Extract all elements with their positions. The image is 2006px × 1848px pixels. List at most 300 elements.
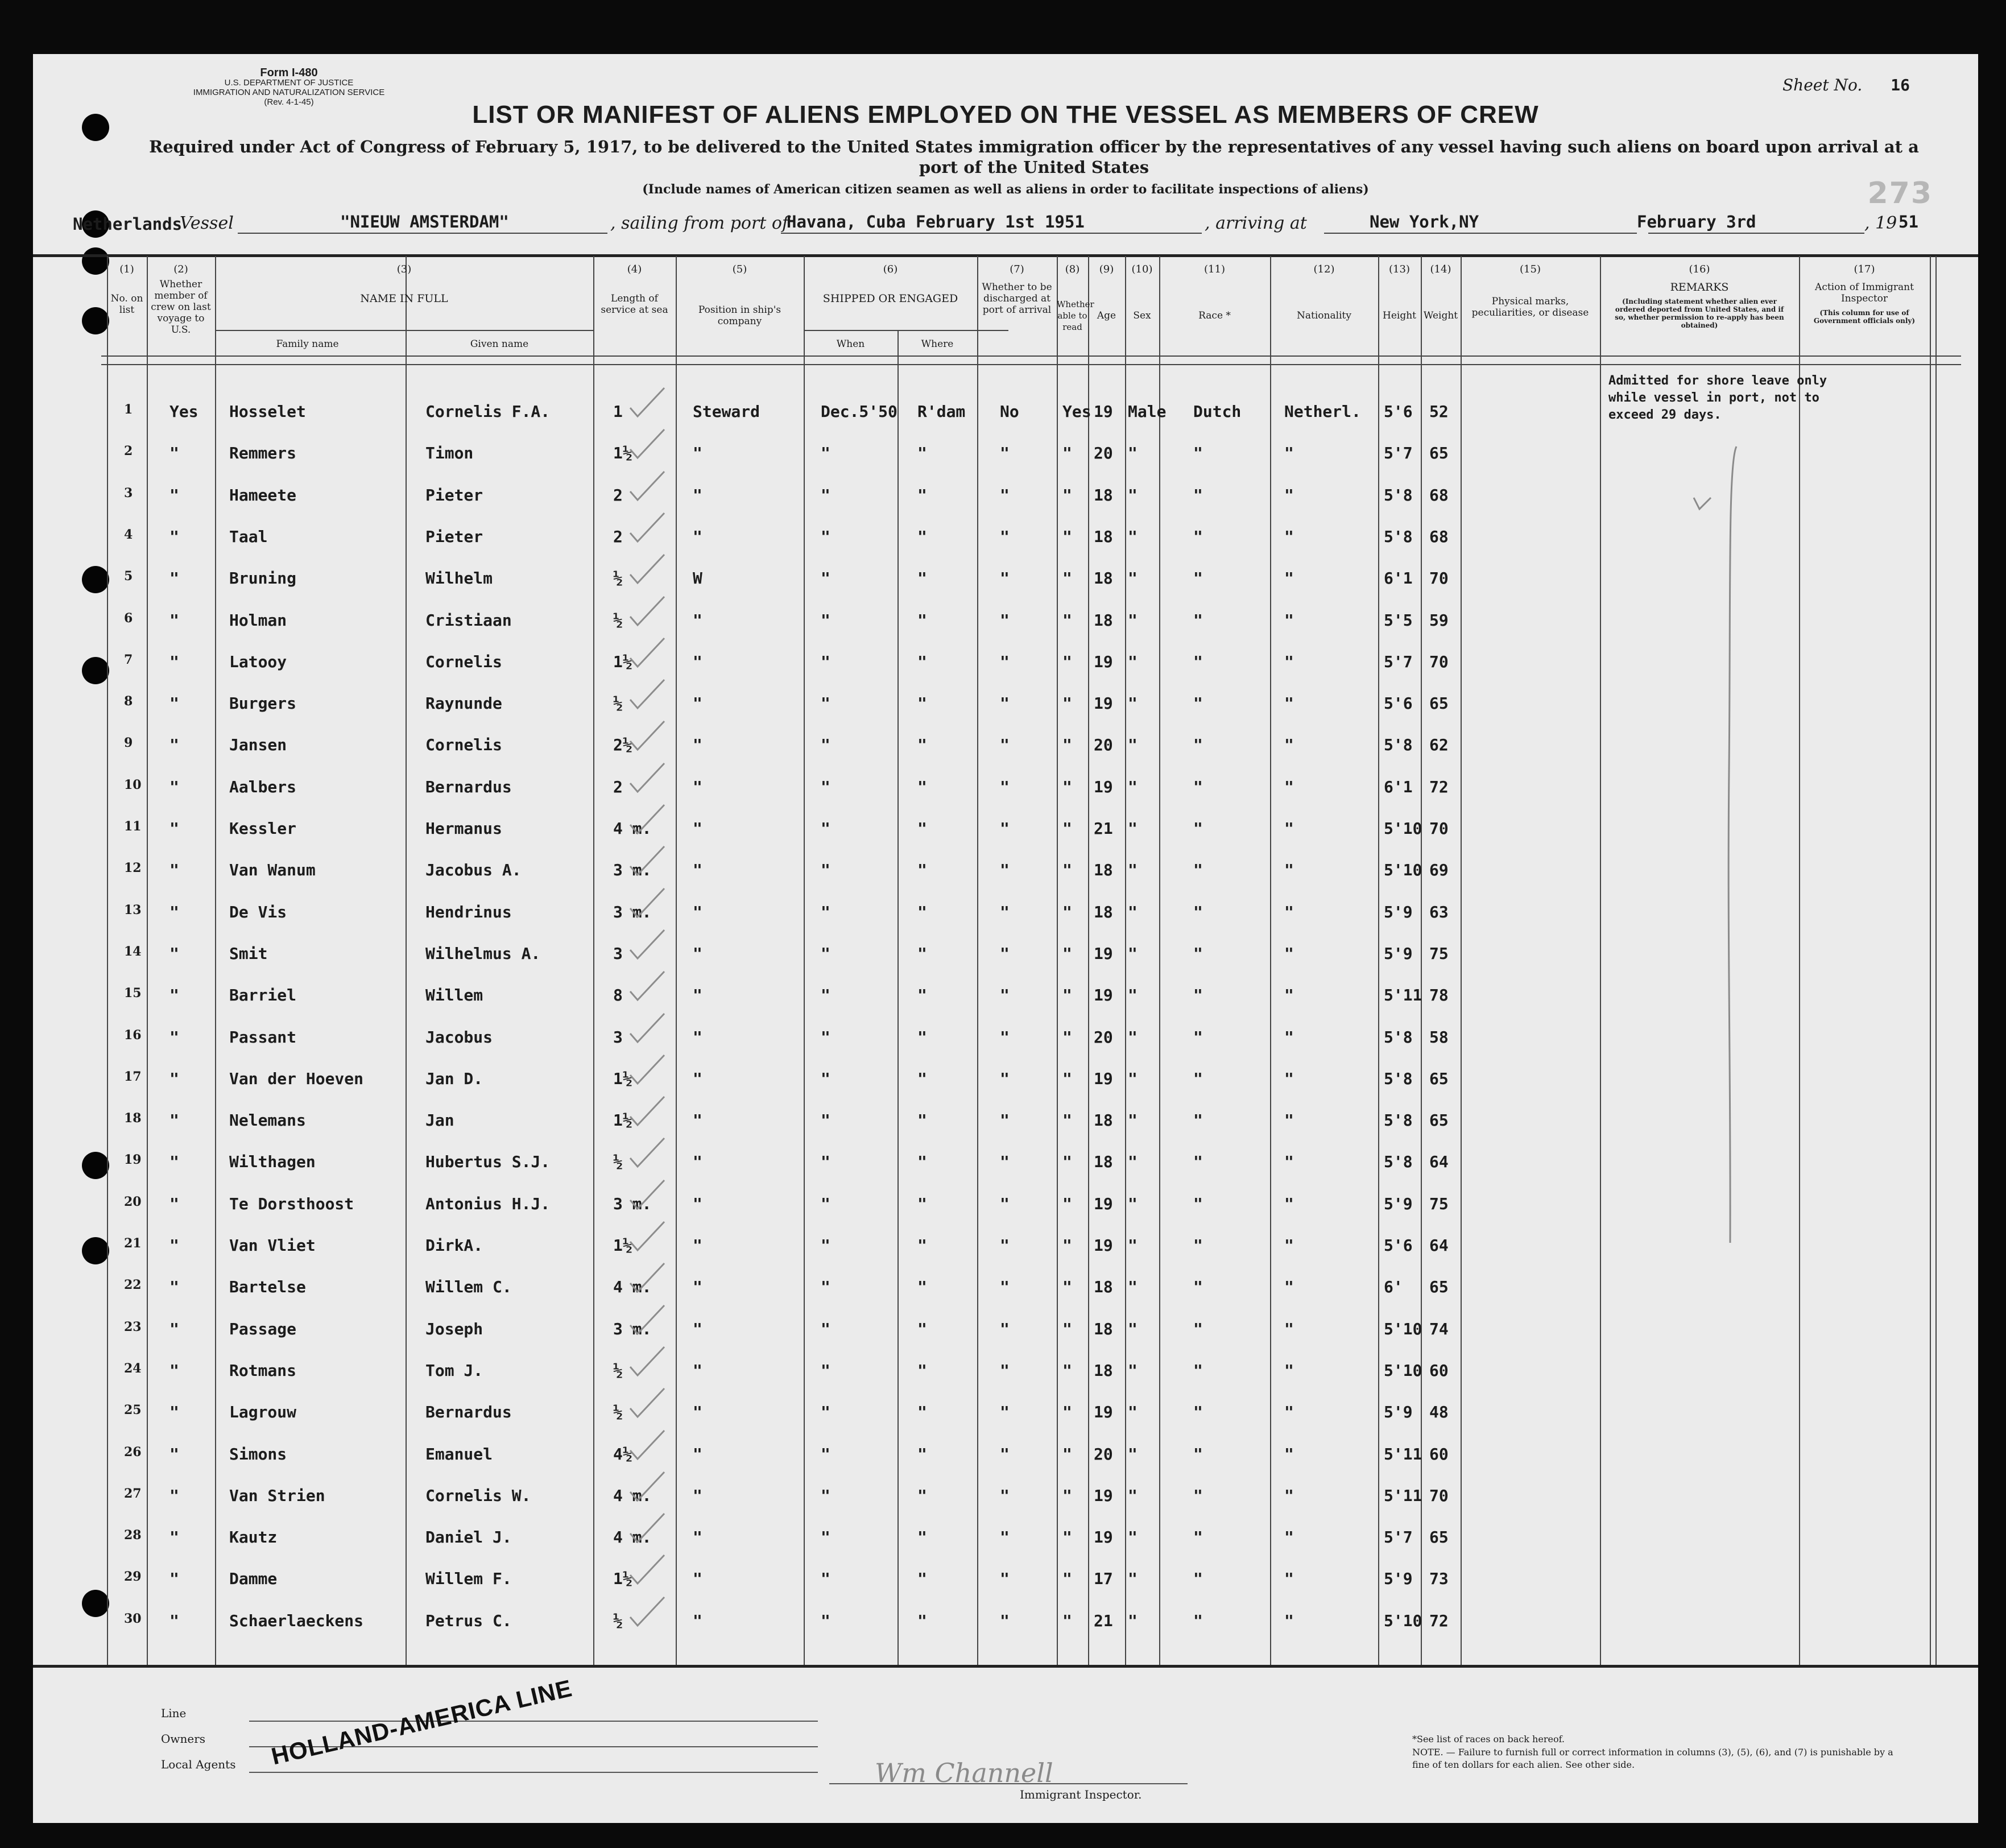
- sheet-number: [1782, 76, 1910, 94]
- given-name-cell: Willem: [425, 986, 483, 1004]
- header-inspector-action: Action of Immigrant Inspector: [1815, 282, 1914, 304]
- race-cell: ": [1193, 778, 1203, 796]
- position-cell: ": [693, 611, 702, 630]
- weight-cell: 70: [1429, 652, 1449, 671]
- weight-cell: 73: [1429, 1569, 1449, 1588]
- age-cell: 18: [1094, 903, 1113, 921]
- check-mark-icon: [627, 760, 667, 795]
- nationality-cell: ": [1284, 611, 1294, 630]
- height-cell: 5'7: [1384, 652, 1413, 671]
- shipped-when-cell: ": [821, 1152, 830, 1171]
- discharged-cell: ": [1000, 778, 1010, 796]
- page-stamp: 273: [1867, 176, 1933, 210]
- check-mark-icon: [627, 1011, 667, 1045]
- row-number: 1: [124, 402, 133, 417]
- sex-cell: ": [1128, 569, 1138, 588]
- nationality-cell: ": [1284, 1236, 1294, 1255]
- check-mark-icon: [627, 677, 667, 711]
- last-voyage-cell: ": [169, 819, 179, 838]
- race-cell: ": [1193, 1028, 1203, 1047]
- nationality-cell: ": [1284, 652, 1294, 671]
- sex-cell: ": [1128, 486, 1138, 505]
- shipped-when-cell: ": [821, 1069, 830, 1088]
- table-row: [33, 1069, 1978, 1092]
- table-row: [33, 1486, 1978, 1509]
- sex-cell: ": [1128, 1320, 1138, 1338]
- last-voyage-cell: ": [169, 1361, 179, 1380]
- discharged-cell: ": [1000, 861, 1010, 879]
- able-to-read-cell: ": [1062, 694, 1072, 713]
- shipped-when-cell: ": [821, 778, 830, 796]
- height-cell: 5'6: [1384, 1236, 1413, 1255]
- check-mark-icon: [627, 1177, 667, 1212]
- shipped-where-cell: ": [917, 778, 927, 796]
- discharged-cell: ": [1000, 569, 1010, 588]
- age-cell: 18: [1094, 861, 1113, 879]
- name-sub-rule: [215, 330, 593, 331]
- shipped-where-cell: ": [917, 1486, 927, 1505]
- row-number: 11: [124, 819, 142, 834]
- last-voyage-cell: ": [169, 1445, 179, 1463]
- able-to-read-cell: ": [1062, 1028, 1072, 1047]
- discharged-cell: ": [1000, 1445, 1010, 1463]
- position-cell: ": [693, 778, 702, 796]
- race-cell: ": [1193, 611, 1203, 630]
- binder-hole: [82, 247, 109, 275]
- discharged-cell: ": [1000, 1361, 1010, 1380]
- family-name-cell: Aalbers: [229, 778, 297, 796]
- colnum-11: (11): [1204, 263, 1225, 275]
- check-mark-icon: [627, 552, 667, 586]
- weight-cell: 75: [1429, 944, 1449, 963]
- header-physical-marks: Physical marks, peculiarities, or disease: [1471, 296, 1589, 319]
- weight-cell: 68: [1429, 527, 1449, 546]
- shipped-where-cell: ": [917, 1028, 927, 1047]
- race-cell: ": [1193, 1445, 1203, 1463]
- nationality-cell: ": [1284, 1069, 1294, 1088]
- check-mark-icon: [627, 1344, 667, 1378]
- table-row: [33, 1320, 1978, 1342]
- weight-cell: 63: [1429, 903, 1449, 921]
- service-length-cell: 3 m.: [613, 903, 652, 921]
- holland-america-stamp: HOLLAND-AMERICA LINE: [268, 1674, 575, 1770]
- sex-cell: ": [1128, 1111, 1138, 1130]
- race-cell: ": [1193, 1278, 1203, 1296]
- row-number: 28: [124, 1528, 142, 1543]
- shipped-where-cell: ": [917, 444, 927, 462]
- nationality-cell: ": [1284, 903, 1294, 921]
- family-name-cell: Passant: [229, 1028, 297, 1047]
- position-cell: Steward: [693, 402, 760, 421]
- given-name-cell: Tom J.: [425, 1361, 483, 1380]
- row-number: 22: [124, 1278, 142, 1292]
- able-to-read-cell: ": [1062, 861, 1072, 879]
- shipped-when-cell: ": [821, 1569, 830, 1588]
- race-cell: ": [1193, 903, 1203, 921]
- able-to-read-cell: ": [1062, 569, 1072, 588]
- age-cell: 18: [1094, 1361, 1113, 1380]
- weight-cell: 69: [1429, 861, 1449, 879]
- age-cell: 19: [1094, 1194, 1113, 1213]
- position-cell: ": [693, 1611, 702, 1630]
- discharged-cell: ": [1000, 652, 1010, 671]
- age-cell: 19: [1094, 1403, 1113, 1421]
- given-name-cell: Cristiaan: [425, 611, 512, 630]
- shipped-when-cell: ": [821, 652, 830, 671]
- race-cell: ": [1193, 1111, 1203, 1130]
- header-shipped-where: Where: [921, 338, 954, 350]
- header-height: Height: [1383, 310, 1416, 321]
- race-cell: ": [1193, 944, 1203, 963]
- shipped-where-cell: ": [917, 1278, 927, 1296]
- position-cell: ": [693, 1361, 702, 1380]
- age-cell: 18: [1094, 1111, 1113, 1130]
- colnum-13: (13): [1389, 263, 1410, 275]
- table-row: [33, 986, 1978, 1008]
- vessel-name: "NIEUW AMSTERDAM": [340, 212, 509, 231]
- position-cell: ": [693, 444, 702, 462]
- arrival-date: February 3rd: [1637, 212, 1756, 231]
- weight-cell: 65: [1429, 1278, 1449, 1296]
- last-voyage-cell: ": [169, 944, 179, 963]
- service-length-cell: 3: [613, 944, 623, 963]
- able-to-read-cell: ": [1062, 652, 1072, 671]
- shipped-when-cell: ": [821, 1445, 830, 1463]
- age-cell: 19: [1094, 944, 1113, 963]
- age-cell: 19: [1094, 652, 1113, 671]
- age-cell: 19: [1094, 778, 1113, 796]
- sex-cell: ": [1128, 694, 1138, 713]
- able-to-read-cell: ": [1062, 944, 1072, 963]
- header-position: Position in ship's company: [698, 304, 781, 327]
- able-to-read-cell: ": [1062, 903, 1072, 921]
- service-length-cell: 1½: [613, 1236, 632, 1255]
- family-name-cell: Schaerlaeckens: [229, 1611, 364, 1630]
- race-cell: ": [1193, 694, 1203, 713]
- sex-cell: ": [1128, 527, 1138, 546]
- table-row: [33, 611, 1978, 634]
- position-cell: ": [693, 486, 702, 505]
- shipped-where-cell: ": [917, 652, 927, 671]
- position-cell: ": [693, 652, 702, 671]
- date-underline: [1648, 233, 1864, 234]
- signature-rule: [829, 1783, 1188, 1784]
- race-cell: ": [1193, 735, 1203, 754]
- manifest-sheet: [33, 54, 1978, 1823]
- service-length-cell: ½: [613, 1611, 623, 1630]
- service-length-cell: ½: [613, 569, 623, 588]
- position-cell: W: [693, 569, 702, 588]
- check-mark-icon: [627, 427, 667, 461]
- service-length-cell: ½: [613, 1361, 623, 1380]
- nationality-cell: ": [1284, 1320, 1294, 1338]
- discharged-cell: ": [1000, 944, 1010, 963]
- race-cell: ": [1193, 861, 1203, 879]
- height-cell: 5'8: [1384, 527, 1413, 546]
- height-cell: 6'1: [1384, 569, 1413, 588]
- discharged-cell: ": [1000, 1528, 1010, 1547]
- weight-cell: 65: [1429, 1528, 1449, 1547]
- table-row: [33, 778, 1978, 800]
- last-voyage-cell: ": [169, 1152, 179, 1171]
- sex-cell: ": [1128, 778, 1138, 796]
- table-row: [33, 1236, 1978, 1259]
- height-cell: 5'11: [1384, 1486, 1422, 1505]
- header-remarks: REMARKS: [1670, 281, 1729, 293]
- sex-cell: ": [1128, 1528, 1138, 1547]
- colnum-3: (3): [396, 263, 412, 275]
- last-voyage-cell: ": [169, 1236, 179, 1255]
- family-name-cell: Smit: [229, 944, 268, 963]
- row-number: 14: [124, 944, 142, 959]
- weight-cell: 70: [1429, 1486, 1449, 1505]
- age-cell: 21: [1094, 1611, 1113, 1630]
- row-number: 19: [124, 1152, 142, 1167]
- shipped-when-cell: ": [821, 1403, 830, 1421]
- sailing-label: , sailing from port of: [610, 213, 789, 233]
- discharged-cell: ": [1000, 1111, 1010, 1130]
- shipped-when-cell: ": [821, 1194, 830, 1213]
- given-name-cell: Willem F.: [425, 1569, 512, 1588]
- discharged-cell: ": [1000, 1278, 1010, 1296]
- weight-cell: 75: [1429, 1194, 1449, 1213]
- sex-cell: ": [1128, 903, 1138, 921]
- nationality-cell: ": [1284, 986, 1294, 1004]
- shipped-when-cell: ": [821, 1236, 830, 1255]
- given-name-cell: Hubertus S.J.: [425, 1152, 551, 1171]
- shipped-when-cell: ": [821, 527, 830, 546]
- service-length-cell: 4½: [613, 1445, 632, 1463]
- age-cell: 18: [1094, 1320, 1113, 1338]
- last-voyage-cell: ": [169, 986, 179, 1004]
- shipped-when-cell: ": [821, 611, 830, 630]
- family-name-cell: Remmers: [229, 444, 297, 462]
- table-row: [33, 1361, 1978, 1384]
- nationality-cell: ": [1284, 944, 1294, 963]
- row-number: 7: [124, 652, 133, 667]
- height-cell: 5'8: [1384, 735, 1413, 754]
- last-voyage-cell: ": [169, 861, 179, 879]
- race-cell: ": [1193, 819, 1203, 838]
- last-voyage-cell: ": [169, 1069, 179, 1088]
- age-cell: 18: [1094, 611, 1113, 630]
- weight-cell: 74: [1429, 1320, 1449, 1338]
- table-row: [33, 1403, 1978, 1425]
- table-top-rule: [33, 254, 1978, 257]
- check-mark-icon: [627, 1511, 667, 1545]
- service-length-cell: 3 m.: [613, 1320, 652, 1338]
- nationality-cell: ": [1284, 444, 1294, 462]
- height-cell: 5'9: [1384, 944, 1413, 963]
- row-number: 23: [124, 1320, 142, 1334]
- colnum-9: (9): [1099, 263, 1114, 275]
- height-cell: 5'5: [1384, 611, 1413, 630]
- discharged-cell: ": [1000, 1486, 1010, 1505]
- able-to-read-cell: ": [1062, 1528, 1072, 1547]
- row-number: 12: [124, 861, 142, 875]
- header-shipped-engaged: SHIPPED OR ENGAGED: [822, 292, 958, 305]
- position-cell: ": [693, 1069, 702, 1088]
- row-number: 21: [124, 1236, 142, 1251]
- sex-cell: ": [1128, 1028, 1138, 1047]
- position-cell: ": [693, 1152, 702, 1171]
- race-cell: ": [1193, 1486, 1203, 1505]
- check-mark-icon: [627, 1094, 667, 1128]
- sex-cell: ": [1128, 944, 1138, 963]
- footer-line-rule: [249, 1721, 818, 1722]
- position-cell: ": [693, 694, 702, 713]
- position-cell: ": [693, 986, 702, 1004]
- colnum-14: (14): [1430, 263, 1451, 275]
- shipped-when-cell: ": [821, 1278, 830, 1296]
- position-cell: ": [693, 1528, 702, 1547]
- weight-cell: 59: [1429, 611, 1449, 630]
- height-cell: 5'10: [1384, 861, 1422, 879]
- shipped-where-cell: ": [917, 1528, 927, 1547]
- discharged-cell: ": [1000, 903, 1010, 921]
- row-number: 6: [124, 611, 133, 626]
- height-cell: 5'6: [1384, 694, 1413, 713]
- last-voyage-cell: ": [169, 527, 179, 546]
- height-cell: 5'9: [1384, 903, 1413, 921]
- nationality-cell: ": [1284, 527, 1294, 546]
- family-name-cell: Bruning: [229, 569, 297, 588]
- sex-cell: ": [1128, 1611, 1138, 1630]
- colnum-16: (16): [1689, 263, 1710, 275]
- service-length-cell: 1½: [613, 1069, 632, 1088]
- weight-cell: 62: [1429, 735, 1449, 754]
- table-row: [33, 1194, 1978, 1217]
- given-name-cell: Wilhelmus A.: [425, 944, 541, 963]
- sex-cell: ": [1128, 1486, 1138, 1505]
- discharged-cell: ": [1000, 611, 1010, 630]
- nationality-cell: ": [1284, 1028, 1294, 1047]
- sex-cell: ": [1128, 735, 1138, 754]
- shipped-where-cell: ": [917, 903, 927, 921]
- document-subtitle: Required under Act of Congress of February 5, 1917, to be delivered to the United States immigration officer by the representatives of any vessel having such aliens on board upon arrival at a port of the United States: [149, 137, 1919, 177]
- family-name-cell: Rotmans: [229, 1361, 297, 1380]
- able-to-read-cell: ": [1062, 1236, 1072, 1255]
- nationality-cell: Netherl.: [1284, 402, 1361, 421]
- nationality-cell: ": [1284, 819, 1294, 838]
- nationality-cell: ": [1284, 1152, 1294, 1171]
- table-row: [33, 444, 1978, 466]
- age-cell: 20: [1094, 735, 1113, 754]
- check-mark-icon: [627, 1428, 667, 1462]
- shipped-where-cell: ": [917, 569, 927, 588]
- able-to-read-cell: ": [1062, 1445, 1072, 1463]
- able-to-read-cell: ": [1062, 819, 1072, 838]
- service-length-cell: 4 m.: [613, 1278, 652, 1296]
- vessel-line: [73, 212, 1927, 235]
- able-to-read-cell: ": [1062, 1069, 1072, 1088]
- shipped-when-cell: ": [821, 444, 830, 462]
- sheet-number-value: 16: [1891, 76, 1910, 94]
- position-cell: ": [693, 1445, 702, 1463]
- table-row: [33, 1611, 1978, 1634]
- weight-cell: 65: [1429, 1069, 1449, 1088]
- given-name-cell: Petrus C.: [425, 1611, 512, 1630]
- shipped-where-cell: ": [917, 986, 927, 1004]
- discharged-cell: ": [1000, 1194, 1010, 1213]
- able-to-read-cell: ": [1062, 1361, 1072, 1380]
- nationality-cell: ": [1284, 486, 1294, 505]
- sex-cell: ": [1128, 986, 1138, 1004]
- shipped-when-cell: Dec.5'50: [821, 402, 897, 421]
- row-number: 9: [124, 735, 133, 750]
- weight-cell: 64: [1429, 1152, 1449, 1171]
- shipped-when-cell: ": [821, 694, 830, 713]
- family-name-cell: Holman: [229, 611, 287, 630]
- discharged-cell: ": [1000, 1152, 1010, 1171]
- binder-hole: [82, 307, 109, 334]
- shipped-where-cell: ": [917, 1111, 927, 1130]
- table-row: [33, 1528, 1978, 1551]
- table-row: [33, 735, 1978, 758]
- row-number: 2: [124, 444, 133, 458]
- sex-cell: ": [1128, 1069, 1138, 1088]
- family-name-cell: Taal: [229, 527, 268, 546]
- height-cell: 5'10: [1384, 1320, 1422, 1338]
- row-number: 30: [124, 1611, 142, 1626]
- position-cell: ": [693, 1486, 702, 1505]
- able-to-read-cell: ": [1062, 778, 1072, 796]
- nationality-cell: ": [1284, 694, 1294, 713]
- family-name-cell: Van der Hoeven: [229, 1069, 364, 1088]
- race-cell: ": [1193, 1320, 1203, 1338]
- header-name-in-full: NAME IN FULL: [360, 292, 448, 305]
- last-voyage-cell: ": [169, 1028, 179, 1047]
- service-length-cell: 1½: [613, 444, 632, 462]
- sex-cell: ": [1128, 819, 1138, 838]
- family-name-cell: Te Dorsthoost: [229, 1194, 354, 1213]
- able-to-read-cell: ": [1062, 1403, 1072, 1421]
- check-mark-icon: [627, 844, 667, 878]
- discharged-cell: ": [1000, 444, 1010, 462]
- height-cell: 5'10: [1384, 1611, 1422, 1630]
- given-name-cell: Cornelis F.A.: [425, 402, 551, 421]
- given-name-cell: Willem C.: [425, 1278, 512, 1296]
- height-cell: 5'8: [1384, 486, 1413, 505]
- check-mark-icon: [627, 635, 667, 669]
- position-cell: ": [693, 1320, 702, 1338]
- sex-cell: ": [1128, 652, 1138, 671]
- document-title: LIST OR MANIFEST OF ALIENS EMPLOYED ON THE VESSEL AS MEMBERS OF CREW: [472, 101, 1539, 129]
- row-number: 5: [124, 569, 133, 584]
- nationality-cell: ": [1284, 1528, 1294, 1547]
- position-cell: ": [693, 1403, 702, 1421]
- height-cell: 5'7: [1384, 1528, 1413, 1547]
- colnum-6: (6): [883, 263, 898, 275]
- table-row: [33, 1028, 1978, 1051]
- height-cell: 5'8: [1384, 1152, 1413, 1171]
- age-cell: 20: [1094, 1028, 1113, 1047]
- height-cell: 5'10: [1384, 1361, 1422, 1380]
- weight-cell: 70: [1429, 819, 1449, 838]
- header-inspector-note: (This column for use of Government officials only): [1813, 309, 1916, 325]
- last-voyage-cell: Yes: [169, 402, 198, 421]
- colnum-12: (12): [1313, 263, 1335, 275]
- race-cell: Dutch: [1193, 402, 1242, 421]
- shipped-when-cell: ": [821, 486, 830, 505]
- header-weight: Weight: [1423, 310, 1458, 321]
- check-mark-icon: [627, 718, 667, 753]
- able-to-read-cell: ": [1062, 1320, 1072, 1338]
- last-voyage-cell: ": [169, 1486, 179, 1505]
- shipped-where-cell: ": [917, 1361, 927, 1380]
- row-number: 18: [124, 1111, 142, 1126]
- weight-cell: 60: [1429, 1361, 1449, 1380]
